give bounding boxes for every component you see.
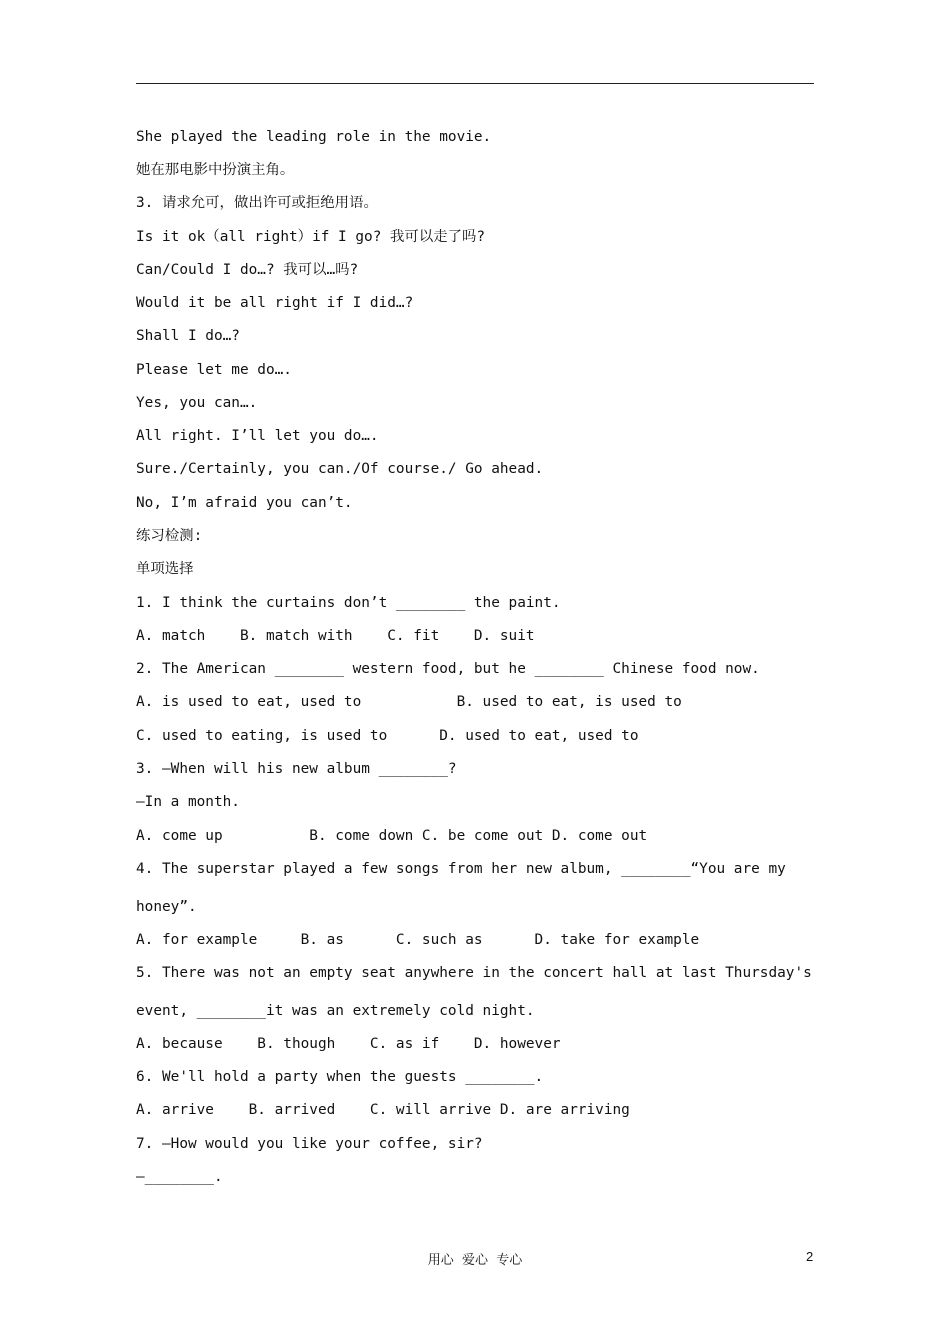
question-1: 1. I think the curtains don’t ________ the paint. (136, 595, 561, 611)
question-2: 2. The American ________ western food, but he ________ Chinese food now. (136, 661, 760, 677)
question-4: 4. The superstar played a few songs from her new album, ________“You are my (136, 861, 786, 877)
options-4: A. for example B. as C. such as D. take for example (136, 932, 700, 948)
options-5: A. because B. though C. as if D. however (136, 1036, 561, 1052)
text-line: No, I’m afraid you can’t. (136, 495, 353, 511)
text-line: She played the leading role in the movie. (136, 129, 492, 145)
text-line: Sure./Certainly, you can./Of course./ Go ahead. (136, 461, 544, 477)
question-6: 6. We'll hold a party when the guests ________. (136, 1069, 544, 1085)
question-3-answer: —In a month. (136, 794, 240, 810)
question-5-cont: event, ________it was an extremely cold night. (136, 1003, 535, 1019)
options-2: C. used to eating, is used to D. used to eat, used to (136, 728, 639, 744)
text-line: Shall I do…? (136, 328, 240, 344)
question-4-cont: honey”. (136, 899, 197, 915)
question-7-answer: —________. (136, 1169, 223, 1185)
options-3: A. come up B. come down C. be come out D. come out (136, 828, 648, 844)
options-1: A. match B. match with C. fit D. suit (136, 628, 535, 644)
question-7: 7. —How would you like your coffee, sir? (136, 1136, 483, 1152)
footer-motto: 用心 爱心 专心 (427, 1253, 523, 1268)
text-line: All right. I’ll let you do…. (136, 428, 379, 444)
text-line: Yes, you can…. (136, 395, 258, 411)
options-6: A. arrive B. arrived C. will arrive D. are arriving (136, 1102, 630, 1118)
text-line: 她在那电影中扮演主角。 (136, 162, 295, 178)
header-rule (136, 83, 814, 84)
section-heading: 单项选择 (136, 561, 194, 577)
section-heading: 3. 请求允可，做出许可或拒绝用语。 (136, 195, 378, 211)
options-2: A. is used to eat, used to B. used to eat, is used to (136, 694, 682, 710)
text-line: Is it ok（all right）if I go? 我可以走了吗? (136, 229, 486, 245)
text-line: Would it be all right if I did…? (136, 295, 414, 311)
text-line: Please let me do…. (136, 362, 292, 378)
section-heading: 练习检测: (136, 528, 203, 544)
text-line: Can/Could I do…? 我可以…吗? (136, 262, 359, 278)
page-number: 2 (806, 1249, 814, 1264)
question-3: 3. —When will his new album ________? (136, 761, 457, 777)
question-5: 5. There was not an empty seat anywhere in the concert hall at last Thursday's (136, 965, 812, 981)
